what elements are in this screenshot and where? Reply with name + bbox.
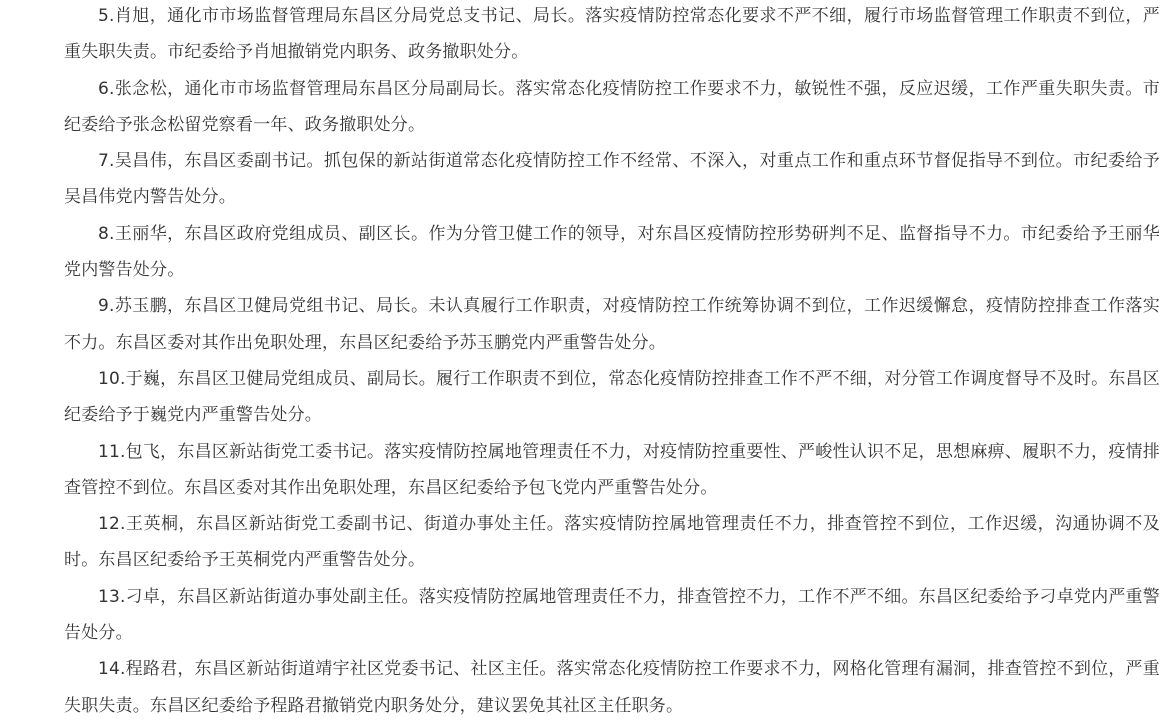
paragraph-11: 11.包飞，东昌区新站街党工委书记。落实疫情防控属地管理责任不力，对疫情防控重要性、严峻性认识不足，思想麻痹、履职不力，疫情排查管控不到位。东昌区委对其作出免职处理，东昌区纪委给予包飞党内严重警告处分。	[64, 441, 1160, 498]
paragraph-9: 9.苏玉鹏，东昌区卫健局党组书记、局长。未认真履行工作职责，对疫情防控工作统筹协调不到位，工作迟缓懈怠，疫情防控排查工作落实不力。东昌区委对其作出免职处理，东昌区纪委给予苏玉鹏党内严重警告处分。	[64, 296, 1160, 353]
paragraph-6: 6.张念松，通化市市场监督管理局东昌区分局副局长。落实常态化疫情防控工作要求不力，敏锐性不强，反应迟缓，工作严重失职失责。市纪委给予张念松留党察看一年、政务撤职处分。	[64, 78, 1160, 135]
paragraph-7: 7.吴昌伟，东昌区委副书记。抓包保的新站街道常态化疫情防控工作不经常、不深入，对重点工作和重点环节督促指导不到位。市纪委给予吴昌伟党内警告处分。	[64, 151, 1160, 208]
paragraph-13: 13.刁卓，东昌区新站街道办事处副主任。落实疫情防控属地管理责任不力，排查管控不力，工作不严不细。东昌区纪委给予刁卓党内严重警告处分。	[64, 586, 1160, 644]
paragraph-14: 14.程路君，东昌区新站街道靖宇社区党委书记、社区主任。落实常态化疫情防控工作要求不力，网格化管理有漏洞，排查管控不到位，严重失职失责。东昌区纪委给予程路君撤销党内职务处分，建议罢免其社区主任职务。	[64, 659, 1160, 716]
article-body	[64, 0, 1160, 724]
paragraph-5: 5.肖旭，通化市市场监督管理局东昌区分局党总支书记、局长。落实疫情防控常态化要求不严不细，履行市场监督管理工作职责不到位，严重失职失责。市纪委给予肖旭撤销党内职务、政务撤职处分。	[64, 6, 1160, 63]
paragraph-8: 8.王丽华，东昌区政府党组成员、副区长。作为分管卫健工作的领导，对东昌区疫情防控形势研判不足、监督指导不力。市纪委给予王丽华党内警告处分。	[64, 223, 1160, 281]
paragraph-12: 12.王英桐，东昌区新站街党工委副书记、街道办事处主任。落实疫情防控属地管理责任不力，排查管控不到位，工作迟缓，沟通协调不及时。东昌区纪委给予王英桐党内严重警告处分。	[64, 514, 1160, 571]
paragraph-10: 10.于巍，东昌区卫健局党组成员、副局长。履行工作职责不到位，常态化疫情防控排查工作不严不细，对分管工作调度督导不及时。东昌区纪委给予于巍党内严重警告处分。	[64, 368, 1160, 426]
